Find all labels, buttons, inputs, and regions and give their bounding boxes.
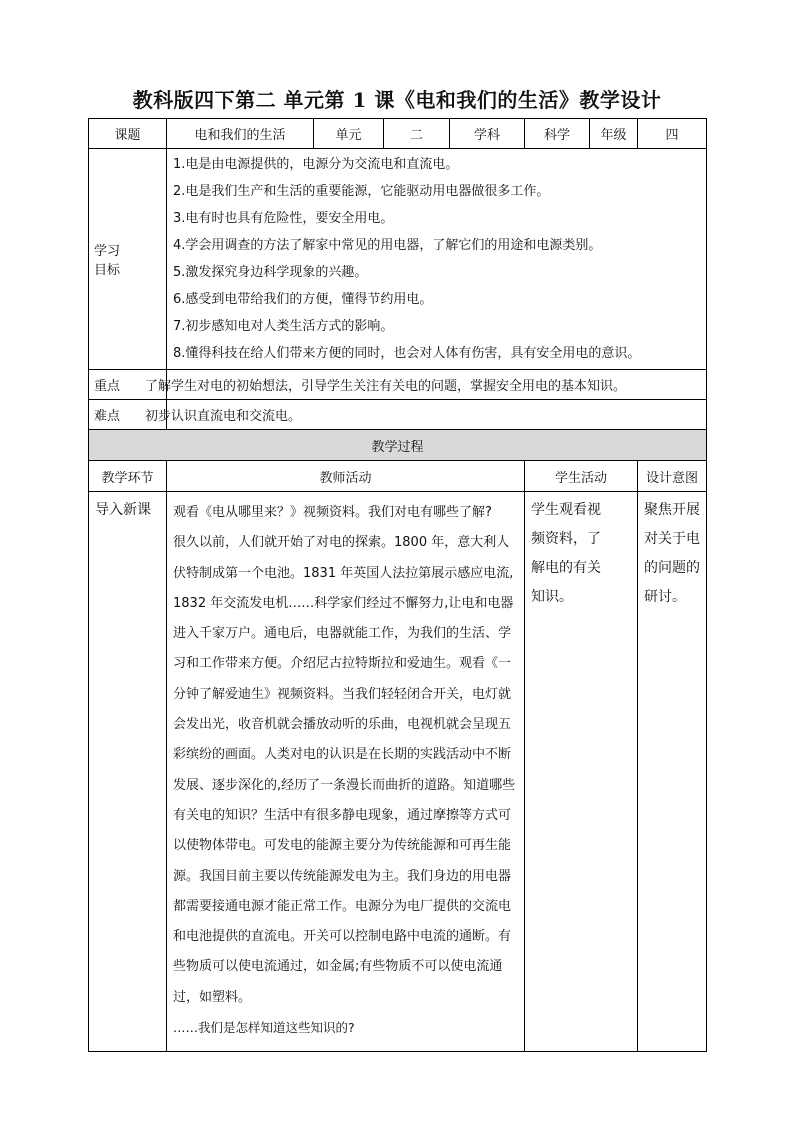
teacher-activity-text [173, 498, 520, 1043]
stage-value: 导入新课 [95, 502, 151, 518]
goals-row [89, 149, 707, 370]
teacher-line: 会发出光，收音机就会播放动听的乐曲，电视机就会呈现五 [173, 717, 512, 733]
teacher-line: 很久以前，人们就开始了对电的探索。1800 年，意大利人 [173, 535, 510, 551]
difficulty-row [89, 400, 707, 430]
unit-label: 单元 [314, 119, 384, 149]
key-point-value: 了解学生对电的初始想法，引导学生关注有关电的问题，掌握安全用电的基本知识。 [145, 379, 627, 394]
teacher-line: 都需要接通电源才能正常工作。电源分为电厂提供的交流电 [173, 898, 512, 914]
intent-line: 研讨。 [644, 589, 686, 605]
teacher-line: 习和工作带来方便。介绍尼古拉特斯拉和爱迪生。观看《一 [173, 656, 512, 672]
goal-item: 5.激发探究身边科学现象的兴趣。 [173, 265, 368, 280]
student-activity-cell [525, 492, 638, 1052]
intent-line: 聚焦开展 [644, 502, 700, 518]
grade-label: 年级 [590, 119, 638, 149]
teacher-activity-cell [167, 492, 525, 1052]
goals-label-line2: 目标 [94, 263, 121, 278]
process-row-intro [89, 492, 707, 1052]
col-teacher-header: 教师活动 [167, 461, 525, 492]
goal-item: 8.懂得科技在给人们带来方便的同时，也会对人体有伤害，具有安全用电的意识。 [173, 346, 641, 361]
col-intent-header: 设计意图 [638, 461, 707, 492]
goals-label-line1: 学习 [94, 244, 121, 259]
topic-value: 电和我们的生活 [167, 119, 314, 149]
goal-item: 7.初步感知电对人类生活方式的影响。 [173, 319, 394, 334]
lesson-plan-table [88, 118, 707, 1052]
student-line: 知识。 [531, 589, 573, 605]
teacher-line: 过，如塑料。 [173, 989, 252, 1005]
teacher-line: 和电池提供的直流电。开关可以控制电路中电流的通断。有 [173, 929, 512, 945]
design-intent-cell [638, 492, 707, 1052]
teacher-line: 些物质可以使电流通过，如金属;有些物质不可以使电流通 [173, 959, 503, 975]
difficulty-text [145, 400, 707, 430]
document-title: 教科版四下第二 单元第 1 课《电和我们的生活》教学设计 [132, 88, 662, 112]
teacher-line: ……我们是怎样知道这些知识的? [173, 1020, 355, 1036]
subject-value: 科学 [525, 119, 590, 149]
student-line: 学生观看视 [531, 502, 601, 518]
subject-label: 学科 [450, 119, 525, 149]
teacher-line: 伏特制成第一个电池。1831 年英国人法拉第展示感应电流, [173, 565, 514, 581]
teacher-line: 彩缤纷的画面。人类对电的认识是在长期的实践活动中不断 [173, 747, 512, 763]
teacher-line: 发展、逐步深化的,经历了一条漫长而曲折的道路。知道哪些 [173, 777, 516, 793]
goal-item: 6.感受到电带给我们的方便，懂得节约用电。 [173, 292, 433, 307]
stage-cell [89, 492, 167, 1052]
goals-content [167, 149, 707, 370]
col-stage-header: 教学环节 [89, 461, 167, 492]
teacher-line: 进入千家万户。通电后，电器就能工作，为我们的生活、学 [173, 626, 512, 642]
goal-item: 4.学会用调查的方法了解家中常见的用电器，了解它们的用途和电源类别。 [173, 238, 602, 253]
teacher-line: 1832 年交流发电机……科学家们经过不懈努力,让电和电器 [173, 595, 514, 611]
student-line: 频资料，了 [531, 531, 601, 547]
goal-item: 2.电是我们生产和生活的重要能源，它能驱动用电器做很多工作。 [173, 184, 550, 199]
key-point-label: 重点 [89, 370, 167, 400]
goal-item: 3.电有时也具有危险性，要安全用电。 [173, 211, 394, 226]
topic-label: 课题 [89, 119, 167, 149]
difficulty-label: 难点 [89, 400, 167, 430]
teacher-line: 分钟了解爱迪生》视频资料。当我们轻轻闭合开关，电灯就 [173, 686, 512, 702]
section-title: 教学过程 [89, 430, 707, 461]
teacher-line: 有关电的知识？生活中有很多静电现象，通过摩擦等方式可 [173, 807, 512, 823]
student-line: 解电的有关 [531, 560, 601, 576]
teacher-line: 观看《电从哪里来？》视频资料。我们对电有哪些了解? [173, 505, 492, 520]
header-row [89, 119, 707, 149]
unit-value: 二 [384, 119, 450, 149]
section-row [89, 430, 707, 461]
col-student-header: 学生活动 [525, 461, 638, 492]
teacher-line: 源。我国目前主要以传统能源发电为主。我们身边的用电器 [173, 868, 512, 884]
key-point-row [89, 370, 707, 400]
grade-value: 四 [638, 119, 707, 149]
intent-line: 的问题的 [644, 560, 700, 576]
goal-item: 1.电是由电源提供的，电源分为交流电和直流电。 [173, 157, 459, 172]
difficulty-value: 初步认识直流电和交流电。 [145, 409, 302, 424]
teacher-line: 以使物体带电。可发电的能源主要分为传统能源和可再生能 [173, 838, 512, 854]
intent-line: 对关于电 [644, 531, 700, 547]
key-point-text [145, 370, 707, 400]
process-header-row [89, 461, 707, 492]
